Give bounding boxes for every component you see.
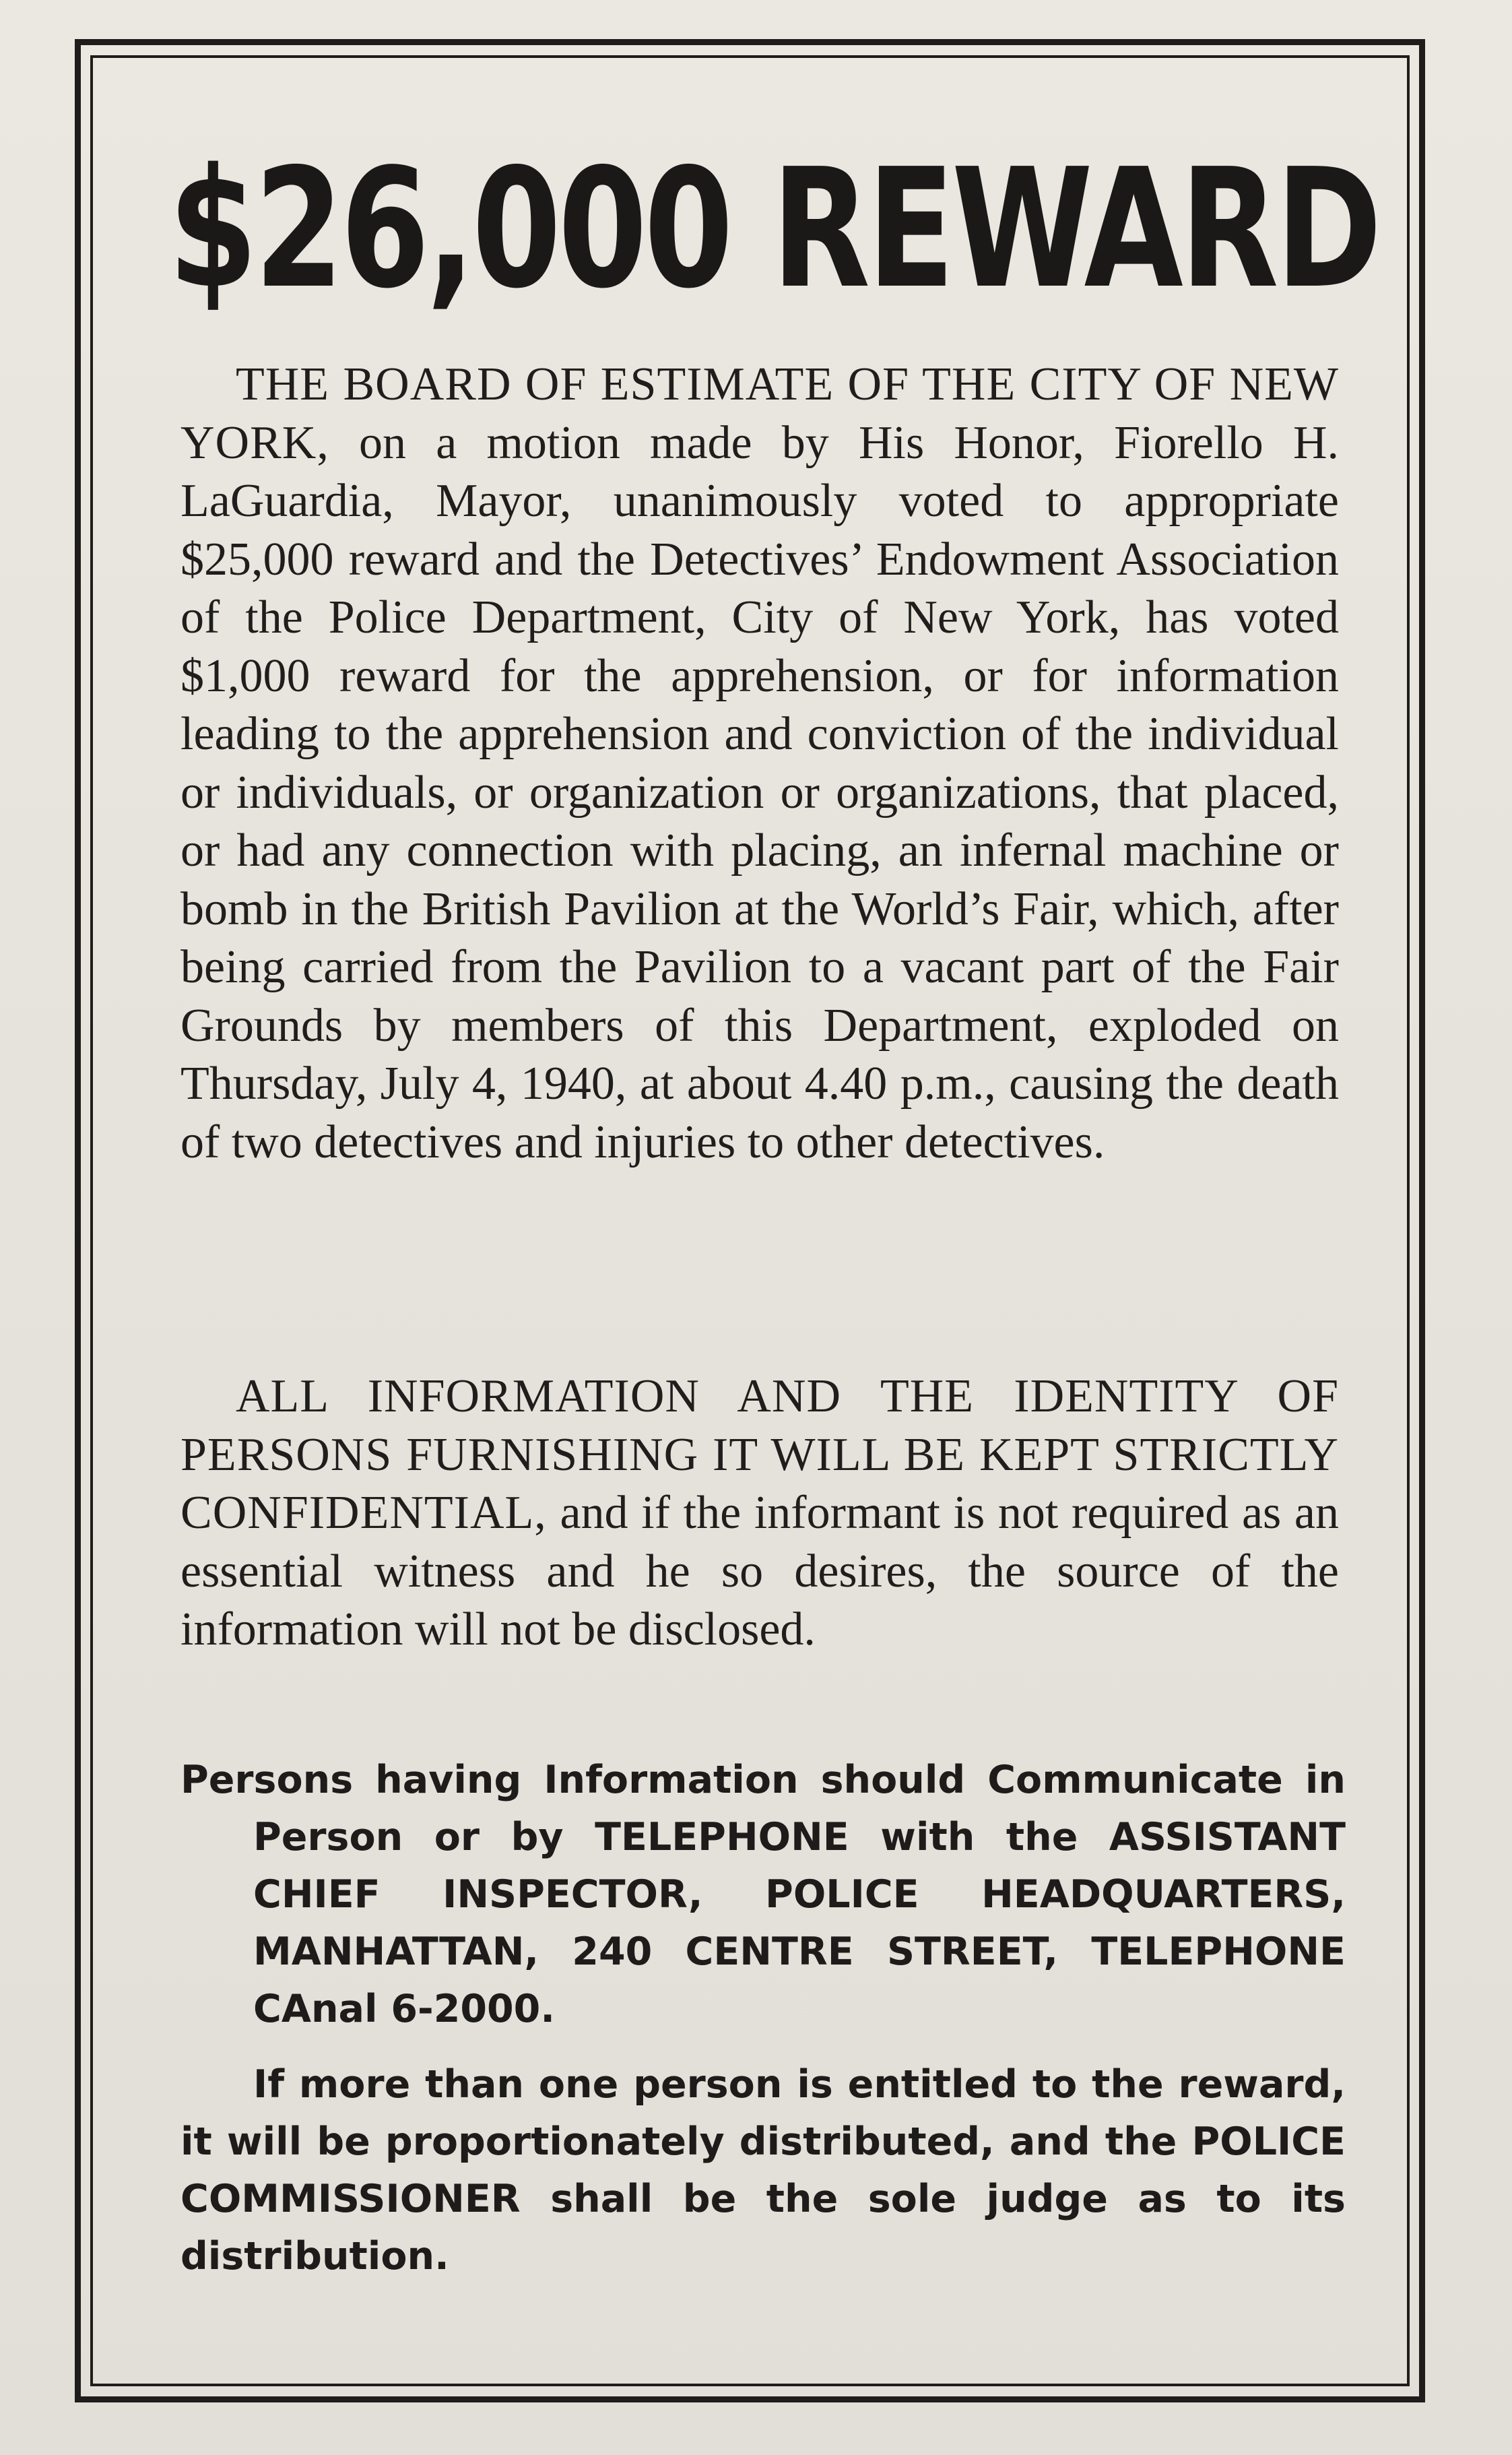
contact-instructions: Persons having Information should Communicate in Person or by TELEPHONE with the ASSISTANT CHIEF INSPECTOR, POLICE HEADQUARTERS, MANHATTAN, 240 CENTRE STREET, TELEPHONE CAnal 6-2000. — [180, 1758, 1346, 2031]
paragraph2-lead: ALL INFORMATION AND THE IDENTITY OF PERSONS FURNISHING IT WILL BE KEPT STRICTLY CONFIDENTIAL, — [180, 1370, 1339, 1539]
paragraph1-body: on a motion made by His Honor, Fiorello H. LaGuardia, Mayor, unanimously voted to appropriate $25,000 reward and the Detectives’ Endowment Association of the Police Department, City of New York, has voted $1,000 reward for the apprehension, or for information leading to the apprehension and conviction of the individual or individuals, or organization or organizations, that placed, or had any connection with placing, an infernal machine or bomb in the British Pavilion at the World’s Fair, which, after being carried from the Pavilion to a vacant part of the Fair Grounds by members of this Department, exploded on Thursday, July 4, 1940, at about 4.40 p.m., causing the death of two detectives and injuries to other detectives. — [180, 416, 1340, 1168]
reward-headline: $26,000 REWARD — [168, 133, 1379, 325]
board-of-estimate-paragraph — [180, 356, 1339, 1172]
paragraph2-body: and if the informant is not required as an essential witness and he so desires, the source of the information will not be disclosed. — [180, 1487, 1340, 1655]
distribution-note: If more than one person is entitled to the reward, it will be proportionately distributed, and the POLICE COMMISSIONER shall be the sole judge as to its distribution. — [180, 2062, 1346, 2278]
confidentiality-paragraph — [180, 1368, 1339, 1659]
paragraph1-lead: THE BOARD OF ESTIMATE OF THE CITY OF NEW YORK, — [180, 358, 1339, 469]
